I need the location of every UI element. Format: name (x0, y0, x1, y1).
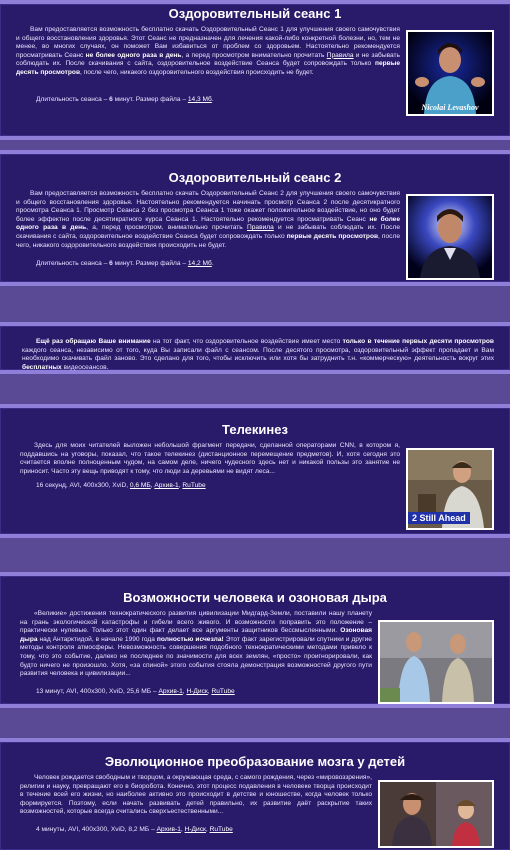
brain-description: Человек рождается свободным и творцом, а окружающая среда, с самого рождения, через «мировоззрения», религии и науку, превращают его в биоробота. Конечно, этот процесс подавления в человеке творца происходит в течение всей его жизни, но наиболее активно это происходит в детстве и юношестве, когда человек только формируется. Поэтому, если начать развивать детей правильно, их развитие даёт раскрытие таких возможностей, которые всегда считались сверхъестественными... (20, 774, 372, 816)
brain-archive1-link[interactable]: Архив-1 (156, 826, 181, 833)
session2-title: Оздоровительный сеанс 2 (168, 170, 342, 185)
session1-meta: Длительность сеанса – 6 минут. Размер файла – 14,3 Мб. (36, 96, 214, 103)
brain-title: Эволюционное преобразование мозга у детей (104, 754, 406, 769)
thumbnail-caption: Nicolai Levashov (421, 103, 479, 112)
ozone-meta: 13 минут, AVI, 400x300, XviD, 25,6 МБ – Архив-1, Н-Диск, RuTube (36, 688, 235, 695)
ozone-ndisk-link[interactable]: Н-Диск (186, 688, 208, 695)
brain-meta: 4 минуты, AVI, 400x300, XviD, 8,2 МБ – Архив-1, Н-Диск, RuTube (36, 826, 233, 833)
session2-thumbnail[interactable] (406, 194, 494, 280)
ozone-thumbnail[interactable] (378, 620, 494, 704)
rules-link[interactable]: Правила (247, 224, 274, 232)
telekinez-panel (0, 404, 510, 538)
notice-panel (0, 322, 510, 374)
man-and-child-image (380, 782, 492, 846)
brain-panel (0, 738, 510, 850)
ozone-title: Возможности человека и озоновая дыра (123, 590, 387, 605)
interview-two-men-image (380, 622, 492, 702)
session2-description: Вам предоставляется возможность бесплатно скачать Оздоровительный Сеанс 2 для улучшения своего самочувствия и общего восстановления здоровья. Настоятельно рекомендуется начинать просмотр Сеанса 2 после десятикратного просмотра Сеанса 1. Просмотр Сеанса 2 без просмотра Сеанса 1 тоже окажет положительное воздействие, но оно будет более эффектно после десятикратного курса Сеанса 1. Настоятельно рекомендуется просматривать Сеанс не более одного раза в день, а, перед просмотром, внимательно прочитать Правила и не забывать соблюдать их. После скачивания с сайта, оздоровительное воздействие Сеанса будет сопровождать только первые десять просмотров, после чего, никакого оздоровительного воздействия происходить не будет. (16, 190, 401, 249)
telekinez-rutube-link[interactable]: RuTube (182, 482, 206, 489)
brain-ndisk-link[interactable]: Н-Диск (184, 826, 206, 833)
rules-link[interactable]: Правила (326, 51, 354, 59)
person-portrait-image (408, 196, 492, 278)
notice-text: Ещё раз обращаю Ваше внимание на тот факт, что оздоровительное воздействие имеет место только в течение первых десяти просмотров каждого сеанса, независимо от того, куда Вы записали файл с сеансом. После десятого просмотра, оздоровительный эффект пропадает и Вам необходимо скачивать файл заново. Это сделано для того, чтобы исключить или хотя бы затруднить т.н. «коммерческую» деятельность вокруг этих бесплатных видеосеансов. (22, 338, 494, 371)
ozone-archive1-link[interactable]: Архив-1 (158, 688, 183, 695)
brain-rutube-link[interactable]: RuTube (209, 826, 233, 833)
ozone-rutube-link[interactable]: RuTube (211, 688, 235, 695)
session1-description: Вам предоставляется возможность бесплатно скачать Оздоровительный Сеанс 1 для улучшения своего самочувствия и общего восстановления здоровья. Этот Сеанс не предназначен для лечения какой-либо конкретной болезни, но, тем не менее, во многих случаях, он поможет Вам избавиться от проблем со здоровьем. Настоятельно рекомендуется просматривать Сеанс не более одного раза в день, а перед просмотром внимательно прочитать Правила и не забывать соблюдать их. После скачивания с сайта, оздоровительное воздействие Сеанса будет сопровождать только первые десять просмотров, после чего, никакого оздоровительного воздействия происходить не будет. (16, 26, 400, 76)
ozone-description: «Великие» достижения технократического развития цивилизации Мидгард-Земли, поставили нашу планету на грань экологической катастрофы и гибели всего живого. И возможности поправить это положение – практически нулевые. Только этот один факт делает все аргументы защитников бессмысленными. Озоновая дыра над Антарктидой, в начале 1990 года полностью исчезла! Этот факт зарегистрировали спутники и другие методы контроля атмосферы. Невозможность совершения подобного технократическими методами привело к тому, что это событие, далеко не последнее по значимости для всех землян, «просто» проигнорировали, как будто ничего не произошло. Хотя, «за спиной» этого события стояла демонстрация возможностей другого пути развития человека и цивилизации... (20, 610, 372, 678)
session1-download-link[interactable]: 14,3 Мб (187, 96, 212, 103)
telekinez-description: Здесь для моих читателей выложен небольшой фрагмент передачи, сделанной операторами CNN, в котором я, поддавшись на уговоры, показал, что такое телекинез (дистанционное перемещение предметов). И, хотя сегодня это считается вполне полноценным чудом, на самом деле, ничего чудесного здесь нет и никакой пользы это занятие не приносит. Часто эту вещь приводят к тому, что люди за деревьями не видят леса... (20, 442, 400, 475)
telekinez-download-link[interactable]: 0,6 МБ (129, 482, 151, 489)
session1-title: Оздоровительный сеанс 1 (168, 6, 342, 21)
session2-meta: Длительность сеанса – 6 минут. Размер файла – 14,2 Мб. (36, 260, 214, 267)
session1-panel (0, 0, 510, 140)
telekinez-thumbnail[interactable] (406, 448, 494, 530)
telekinez-archive1-link[interactable]: Архив-1 (154, 482, 179, 489)
still-ahead-caption: 2 Still Ahead (408, 512, 470, 524)
session1-thumbnail[interactable] (406, 30, 494, 116)
session2-download-link[interactable]: 14,2 Мб (187, 260, 212, 267)
ozone-panel (0, 572, 510, 708)
telekinez-title: Телекинез (222, 422, 288, 437)
telekinez-meta: 16 секунд, AVI, 400x300, XviD, 0,6 МБ, Архив-1, RuTube (36, 482, 206, 489)
session2-panel (0, 150, 510, 286)
brain-thumbnail[interactable] (378, 780, 494, 848)
person-portrait-image (408, 32, 492, 114)
